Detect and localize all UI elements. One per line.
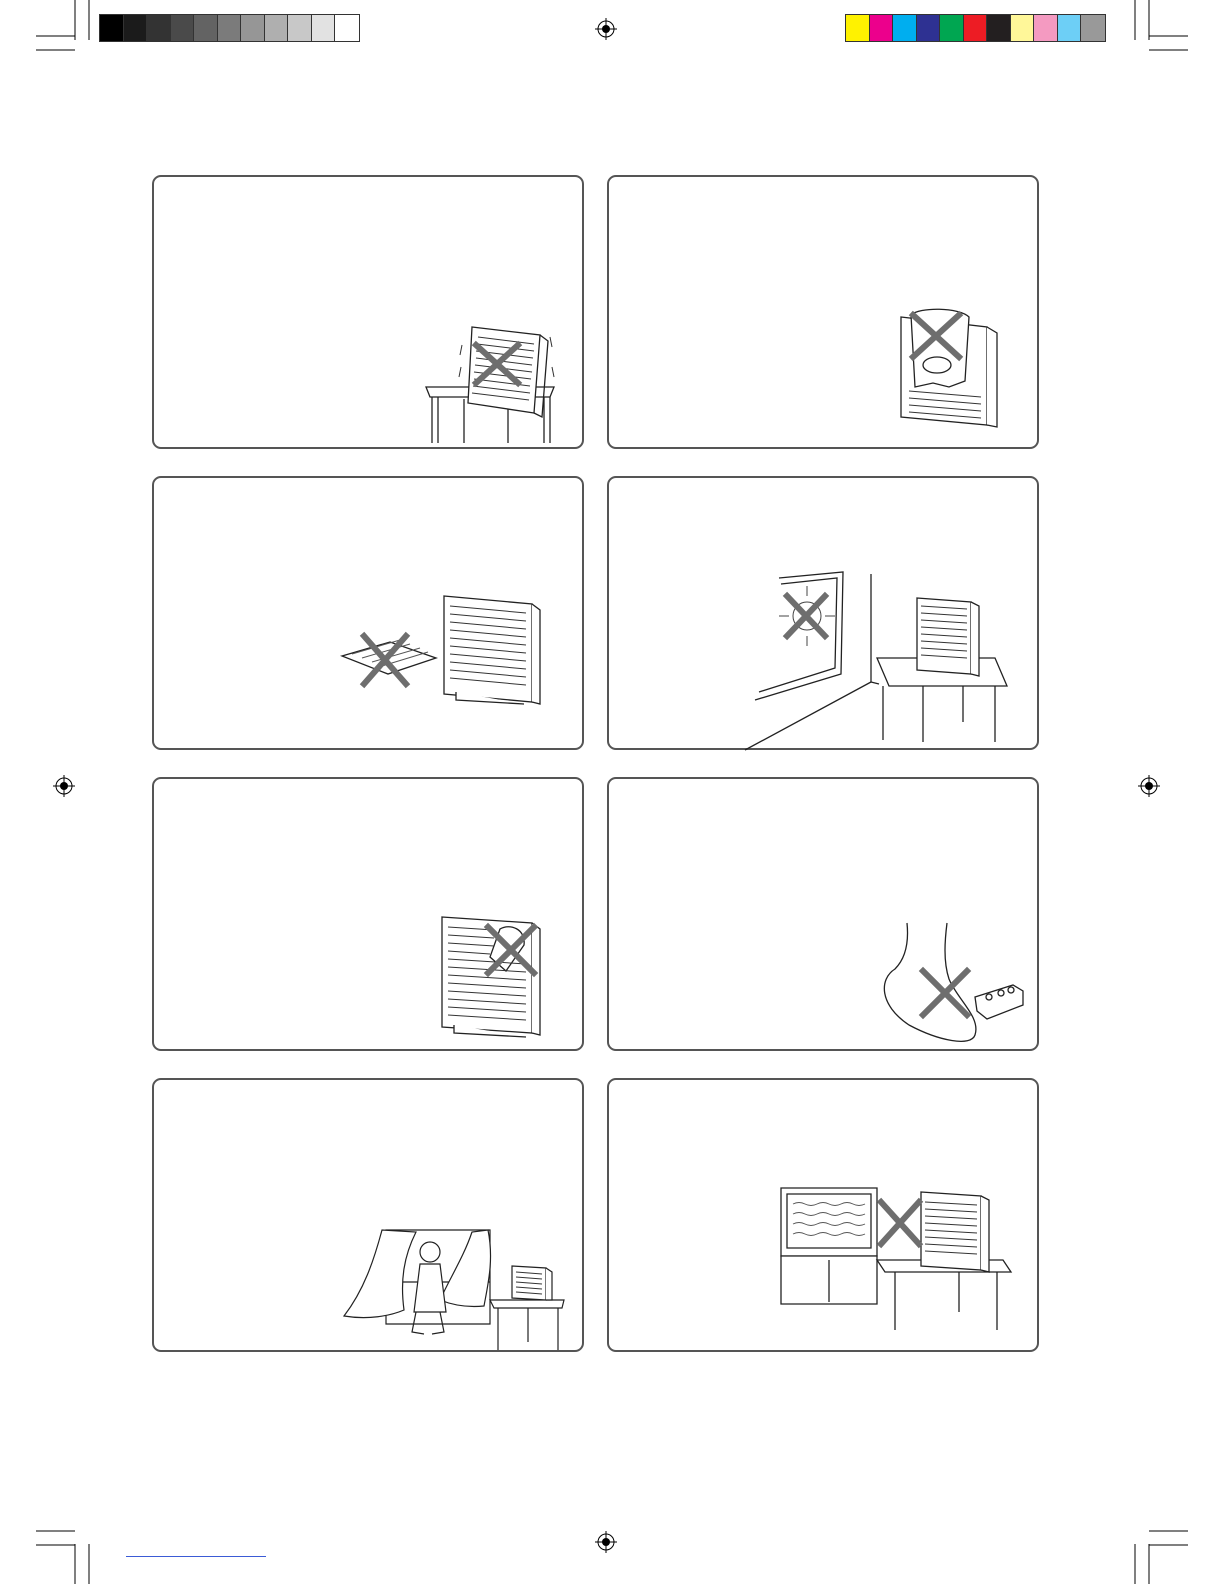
process-swatch xyxy=(870,15,894,41)
grayscale-color-bar xyxy=(99,14,360,42)
panel-tv-proximity xyxy=(607,1078,1039,1352)
registration-mark-icon xyxy=(1138,775,1160,797)
process-swatch xyxy=(1058,15,1082,41)
process-swatch xyxy=(917,15,941,41)
foot-on-remote-icon xyxy=(609,779,1041,1053)
panel-remote-handling xyxy=(607,777,1039,1051)
footer-rule xyxy=(126,1556,266,1557)
vent-blocked-icon xyxy=(154,779,586,1053)
registration-mark-icon xyxy=(595,18,617,40)
unit-near-tv-icon xyxy=(609,1080,1041,1354)
panel-curtain-draft xyxy=(152,1078,584,1352)
registration-mark-icon xyxy=(595,1531,617,1553)
process-swatch xyxy=(964,15,988,41)
grayscale-swatch xyxy=(124,15,148,41)
grayscale-swatch xyxy=(265,15,289,41)
process-swatch xyxy=(1081,15,1105,41)
panel-do-not-block-vents xyxy=(152,777,584,1051)
process-swatch xyxy=(893,15,917,41)
grayscale-swatch xyxy=(147,15,171,41)
grayscale-swatch xyxy=(312,15,336,41)
process-swatch xyxy=(940,15,964,41)
filter-on-floor-icon xyxy=(154,478,586,752)
grayscale-swatch xyxy=(218,15,242,41)
process-swatch xyxy=(987,15,1011,41)
process-color-bar xyxy=(845,14,1106,42)
process-swatch xyxy=(1034,15,1058,41)
process-swatch xyxy=(1011,15,1035,41)
panel-unstable-surface xyxy=(152,175,584,449)
grayscale-swatch xyxy=(100,15,124,41)
unit-covered-icon xyxy=(609,177,1041,451)
panel-do-not-cover xyxy=(607,175,1039,449)
grayscale-swatch xyxy=(288,15,312,41)
registration-mark-icon xyxy=(53,775,75,797)
curtains-near-unit-icon xyxy=(154,1080,586,1354)
process-swatch xyxy=(846,15,870,41)
unit-on-table-unstable-icon xyxy=(154,177,586,451)
panel-direct-sunlight xyxy=(607,476,1039,750)
grayscale-swatch xyxy=(171,15,195,41)
grayscale-swatch xyxy=(194,15,218,41)
grayscale-swatch xyxy=(241,15,265,41)
grayscale-swatch xyxy=(335,15,359,41)
unit-near-sunny-window-icon xyxy=(609,478,1041,752)
panel-filter-misuse xyxy=(152,476,584,750)
